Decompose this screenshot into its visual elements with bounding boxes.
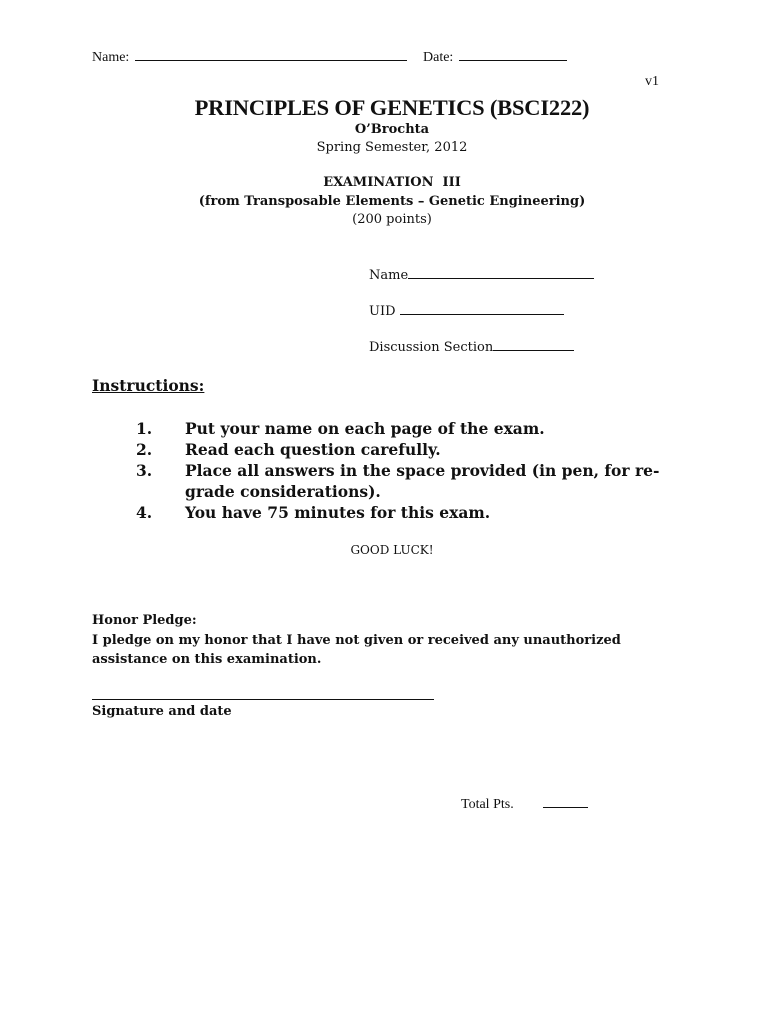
instruction-item: [136, 418, 685, 439]
instruction-item: [136, 460, 685, 502]
total-points-label: Total Pts.: [461, 797, 514, 812]
instruction-item: [136, 502, 685, 523]
version-label: v1: [645, 74, 659, 89]
instruction-number: 3.: [136, 461, 153, 480]
header-name-label: Name:: [92, 50, 130, 65]
instruction-text: You have 75 minutes for this exam.: [185, 503, 491, 522]
course-title: PRINCIPLES OF GENETICS (BSCI222): [194, 95, 590, 120]
honor-pledge-heading: Honor Pledge:: [92, 613, 197, 628]
student-name-label: Name: [369, 268, 409, 283]
header-date-line[interactable]: [459, 48, 567, 61]
exam-points: (200 points): [352, 212, 432, 227]
total-points-field: [461, 795, 588, 813]
instructions-heading: Instructions:: [92, 376, 205, 395]
student-name-line[interactable]: [408, 266, 594, 279]
semester: Spring Semester, 2012: [316, 140, 468, 155]
instruction-text: Read each question carefully.: [185, 440, 441, 459]
instruction-number: 4.: [136, 503, 153, 522]
instruction-number: 1.: [136, 419, 153, 438]
instructions-list: [136, 418, 685, 523]
instructor-name: O’Brochta: [354, 122, 430, 137]
discussion-section-field: [369, 338, 574, 355]
signature-label: Signature and date: [92, 704, 232, 719]
instruction-text: Put your name on each page of the exam.: [185, 419, 545, 438]
uid-line[interactable]: [400, 302, 564, 315]
header-date-field: [423, 48, 567, 66]
signature-line[interactable]: [92, 698, 434, 700]
honor-pledge-text: I pledge on my honor that I have not given or received any unauthorized assistance on this examination.: [92, 633, 621, 667]
uid-label: UID: [369, 304, 396, 319]
good-luck: GOOD LUCK!: [350, 543, 434, 557]
header-date-label: Date:: [423, 50, 454, 65]
header-name-line[interactable]: [135, 48, 407, 61]
discussion-section-line[interactable]: [493, 338, 574, 351]
header-name-field: [92, 48, 407, 66]
uid-field: [369, 302, 564, 319]
instruction-text: Place all answers in the space provided (in pen, for re-grade considerations).: [185, 461, 660, 501]
exam-coverage: (from Transposable Elements – Genetic Engineering): [198, 194, 586, 209]
instruction-item: [136, 439, 685, 460]
student-name-field: [369, 266, 594, 283]
exam-title: EXAMINATION III: [323, 175, 461, 190]
instruction-number: 2.: [136, 440, 153, 459]
discussion-section-label: Discussion Section: [369, 340, 494, 355]
total-points-line[interactable]: [543, 795, 588, 808]
